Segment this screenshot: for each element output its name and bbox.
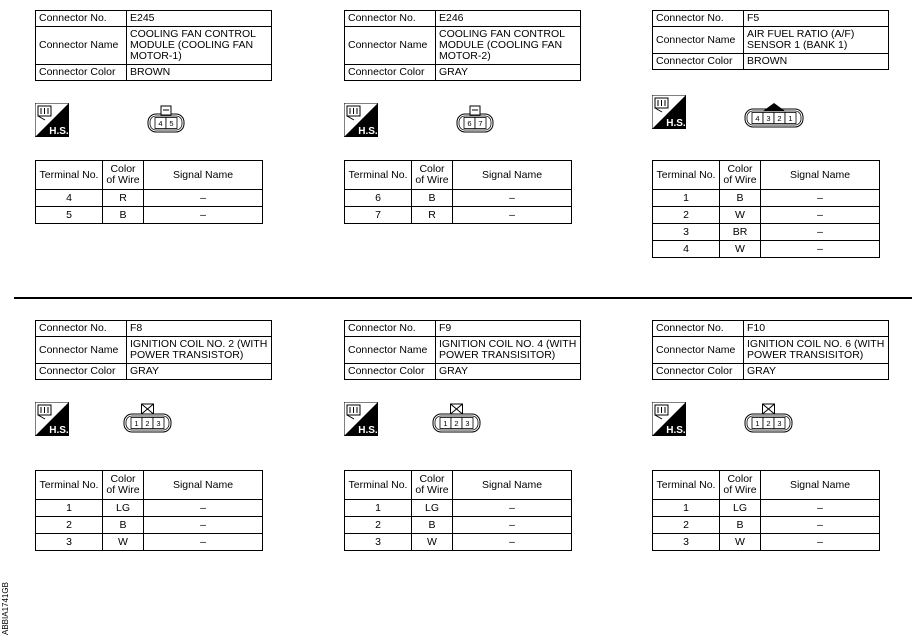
signal-name: – bbox=[761, 517, 880, 534]
wire-color: W bbox=[103, 534, 144, 551]
pin-number: 2 bbox=[777, 114, 782, 123]
table-row bbox=[653, 534, 880, 551]
figure-code: ABBIA1741GB bbox=[1, 582, 10, 635]
connector-number-value: F8 bbox=[127, 321, 272, 337]
connector-number-label: Connector No. bbox=[345, 321, 436, 337]
signal-name: – bbox=[761, 207, 880, 224]
pin-number: 4 bbox=[755, 114, 760, 123]
connector-number-label: Connector No. bbox=[653, 11, 744, 27]
terminal-number: 1 bbox=[653, 190, 720, 207]
terminal-number: 3 bbox=[345, 534, 412, 551]
wire-color: W bbox=[720, 241, 761, 258]
wire-color-header: Color of Wire bbox=[103, 161, 144, 190]
pin-number: 5 bbox=[169, 119, 174, 128]
terminal-no-header: Terminal No. bbox=[36, 161, 103, 190]
pin-number: 4 bbox=[158, 119, 163, 128]
wire-color: B bbox=[103, 517, 144, 534]
connector-number-label: Connector No. bbox=[36, 321, 127, 337]
connector-number-value: F10 bbox=[744, 321, 889, 337]
connector-block bbox=[652, 320, 892, 548]
harness-side-icon bbox=[652, 402, 686, 436]
harness-side-icon bbox=[344, 402, 378, 436]
wire-color-header: Color of Wire bbox=[720, 161, 761, 190]
connector-name-value: IGNITION COIL NO. 2 (WITH POWER TRANSISTOR) bbox=[127, 337, 272, 364]
connector-number-value: E245 bbox=[127, 11, 272, 27]
terminal-table bbox=[35, 160, 263, 224]
signal-name: – bbox=[144, 500, 263, 517]
connector-number-value: F5 bbox=[744, 11, 889, 27]
connector-block bbox=[344, 320, 584, 548]
connector-name-label: Connector Name bbox=[653, 337, 744, 364]
terminal-number: 2 bbox=[36, 517, 103, 534]
terminal-number: 1 bbox=[345, 500, 412, 517]
table-row bbox=[653, 190, 880, 207]
table-row bbox=[345, 534, 572, 551]
terminal-number: 4 bbox=[653, 241, 720, 258]
signal-name-header: Signal Name bbox=[761, 471, 880, 500]
connector-info-table bbox=[344, 320, 581, 380]
table-row bbox=[653, 224, 880, 241]
terminal-table bbox=[35, 470, 263, 551]
wire-color-header: Color of Wire bbox=[412, 471, 453, 500]
connector-info-table bbox=[652, 320, 889, 380]
table-row bbox=[345, 190, 572, 207]
terminal-table bbox=[344, 160, 572, 224]
connector-color-value: GRAY bbox=[436, 65, 581, 81]
signal-name: – bbox=[761, 500, 880, 517]
connector-name-label: Connector Name bbox=[36, 27, 127, 65]
wire-color: R bbox=[412, 207, 453, 224]
wire-color: W bbox=[720, 534, 761, 551]
terminal-number: 2 bbox=[653, 207, 720, 224]
hs-label: H.S. bbox=[358, 126, 378, 137]
harness-side-icon bbox=[344, 103, 378, 137]
connector-face-icon bbox=[744, 400, 793, 439]
pin-number: 1 bbox=[755, 419, 760, 428]
signal-name-header: Signal Name bbox=[761, 161, 880, 190]
connector-name-label: Connector Name bbox=[653, 27, 744, 54]
pin-number: 6 bbox=[467, 119, 472, 128]
connector-number-label: Connector No. bbox=[345, 11, 436, 27]
connector-name-value: COOLING FAN CONTROL MODULE (COOLING FAN MOTOR-2) bbox=[436, 27, 581, 65]
terminal-no-header: Terminal No. bbox=[36, 471, 103, 500]
terminal-table bbox=[344, 470, 572, 551]
connector-name-value: IGNITION COIL NO. 4 (WITH POWER TRANSISITOR) bbox=[436, 337, 581, 364]
wire-color: W bbox=[412, 534, 453, 551]
harness-side-icon bbox=[35, 103, 69, 137]
terminal-number: 6 bbox=[345, 190, 412, 207]
terminal-no-header: Terminal No. bbox=[653, 471, 720, 500]
table-row bbox=[36, 207, 263, 224]
connector-name-label: Connector Name bbox=[345, 27, 436, 65]
terminal-number: 7 bbox=[345, 207, 412, 224]
terminal-no-header: Terminal No. bbox=[653, 161, 720, 190]
table-row bbox=[653, 517, 880, 534]
connector-color-value: BROWN bbox=[744, 54, 889, 70]
pin-number: 3 bbox=[465, 419, 470, 428]
hs-label: H.S. bbox=[49, 425, 69, 436]
signal-name: – bbox=[453, 190, 572, 207]
wire-color: B bbox=[720, 517, 761, 534]
connector-info-table bbox=[35, 10, 272, 81]
connector-face-icon bbox=[432, 400, 481, 439]
signal-name: – bbox=[761, 190, 880, 207]
connector-name-value: AIR FUEL RATIO (A/F) SENSOR 1 (BANK 1) bbox=[744, 27, 889, 54]
signal-name: – bbox=[453, 500, 572, 517]
terminal-number: 3 bbox=[653, 224, 720, 241]
connector-name-value: IGNITION COIL NO. 6 (WITH POWER TRANSISITOR) bbox=[744, 337, 889, 364]
connector-number-value: E246 bbox=[436, 11, 581, 27]
connector-block bbox=[652, 10, 892, 255]
table-row bbox=[653, 500, 880, 517]
connector-name-label: Connector Name bbox=[345, 337, 436, 364]
signal-name: – bbox=[144, 534, 263, 551]
connector-color-label: Connector Color bbox=[36, 364, 127, 380]
wire-color-header: Color of Wire bbox=[720, 471, 761, 500]
wire-color: LG bbox=[103, 500, 144, 517]
wire-color: B bbox=[412, 190, 453, 207]
connector-face-icon bbox=[147, 100, 185, 139]
terminal-number: 2 bbox=[345, 517, 412, 534]
connector-face-icon bbox=[123, 400, 172, 439]
table-row bbox=[653, 207, 880, 224]
wire-color: B bbox=[103, 207, 144, 224]
signal-name: – bbox=[453, 517, 572, 534]
signal-name-header: Signal Name bbox=[144, 471, 263, 500]
table-row bbox=[345, 207, 572, 224]
signal-name-header: Signal Name bbox=[453, 471, 572, 500]
signal-name: – bbox=[761, 241, 880, 258]
connector-info-table bbox=[35, 320, 272, 380]
hs-label: H.S. bbox=[666, 425, 686, 436]
connector-color-value: GRAY bbox=[127, 364, 272, 380]
connector-info-table bbox=[652, 10, 889, 70]
table-row bbox=[36, 500, 263, 517]
hs-label: H.S. bbox=[49, 126, 69, 137]
connector-color-label: Connector Color bbox=[345, 364, 436, 380]
wire-color-header: Color of Wire bbox=[412, 161, 453, 190]
table-row bbox=[653, 241, 880, 258]
table-row bbox=[36, 517, 263, 534]
terminal-number: 1 bbox=[653, 500, 720, 517]
connector-name-value: COOLING FAN CONTROL MODULE (COOLING FAN MOTOR-1) bbox=[127, 27, 272, 65]
pin-number: 2 bbox=[766, 419, 771, 428]
wire-color: R bbox=[103, 190, 144, 207]
signal-name: – bbox=[453, 534, 572, 551]
hs-label: H.S. bbox=[666, 118, 686, 129]
harness-side-icon bbox=[652, 95, 686, 129]
terminal-number: 5 bbox=[36, 207, 103, 224]
connector-color-value: GRAY bbox=[744, 364, 889, 380]
wire-color: LG bbox=[412, 500, 453, 517]
pin-number: 3 bbox=[156, 419, 161, 428]
signal-name: – bbox=[761, 534, 880, 551]
table-row bbox=[36, 190, 263, 207]
terminal-table bbox=[652, 160, 880, 258]
signal-name: – bbox=[144, 207, 263, 224]
terminal-number: 2 bbox=[653, 517, 720, 534]
terminal-no-header: Terminal No. bbox=[345, 161, 412, 190]
connector-color-label: Connector Color bbox=[653, 364, 744, 380]
pin-number: 3 bbox=[766, 114, 771, 123]
connector-color-value: GRAY bbox=[436, 364, 581, 380]
signal-name: – bbox=[144, 517, 263, 534]
connector-block bbox=[344, 10, 584, 221]
signal-name: – bbox=[453, 207, 572, 224]
wire-color-header: Color of Wire bbox=[103, 471, 144, 500]
connector-color-label: Connector Color bbox=[653, 54, 744, 70]
terminal-number: 1 bbox=[36, 500, 103, 517]
connector-number-label: Connector No. bbox=[36, 11, 127, 27]
pin-number: 7 bbox=[478, 119, 483, 128]
signal-name-header: Signal Name bbox=[144, 161, 263, 190]
pin-number: 3 bbox=[777, 419, 782, 428]
wire-color: BR bbox=[720, 224, 761, 241]
terminal-table bbox=[652, 470, 880, 551]
connector-face-icon bbox=[456, 100, 494, 139]
connector-color-value: BROWN bbox=[127, 65, 272, 81]
section-divider bbox=[14, 297, 912, 299]
wire-color: B bbox=[412, 517, 453, 534]
wire-color: B bbox=[720, 190, 761, 207]
connector-block bbox=[35, 10, 275, 221]
signal-name-header: Signal Name bbox=[453, 161, 572, 190]
wire-color: LG bbox=[720, 500, 761, 517]
table-row bbox=[345, 500, 572, 517]
pin-number: 1 bbox=[788, 114, 793, 123]
signal-name: – bbox=[761, 224, 880, 241]
hs-label: H.S. bbox=[358, 425, 378, 436]
connector-info-table bbox=[344, 10, 581, 81]
connector-number-value: F9 bbox=[436, 321, 581, 337]
connector-color-label: Connector Color bbox=[36, 65, 127, 81]
harness-side-icon bbox=[35, 402, 69, 436]
table-row bbox=[345, 517, 572, 534]
connector-color-label: Connector Color bbox=[345, 65, 436, 81]
connector-block bbox=[35, 320, 275, 548]
terminal-no-header: Terminal No. bbox=[345, 471, 412, 500]
pin-number: 1 bbox=[134, 419, 139, 428]
pin-number: 1 bbox=[443, 419, 448, 428]
terminal-number: 3 bbox=[36, 534, 103, 551]
signal-name: – bbox=[144, 190, 263, 207]
wire-color: W bbox=[720, 207, 761, 224]
terminal-number: 3 bbox=[653, 534, 720, 551]
connector-name-label: Connector Name bbox=[36, 337, 127, 364]
connector-number-label: Connector No. bbox=[653, 321, 744, 337]
pin-number: 2 bbox=[145, 419, 150, 428]
table-row bbox=[36, 534, 263, 551]
terminal-number: 4 bbox=[36, 190, 103, 207]
connector-face-icon bbox=[744, 95, 804, 134]
pin-number: 2 bbox=[454, 419, 459, 428]
